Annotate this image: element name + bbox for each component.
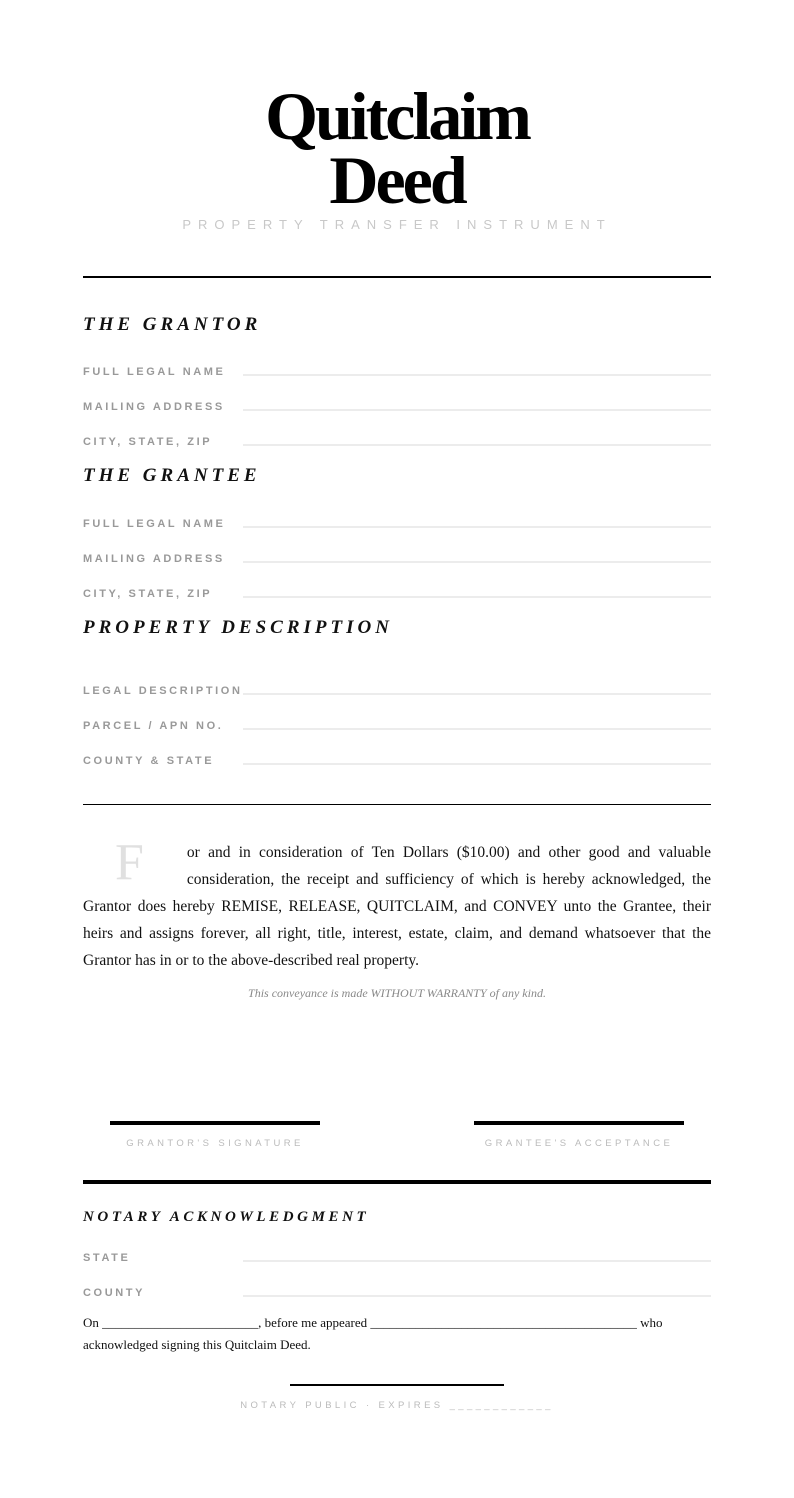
grantor-mailing-address-input[interactable] <box>243 409 711 411</box>
field-label: MAILING ADDRESS <box>83 401 225 413</box>
notary-state-field <box>83 1252 711 1272</box>
field-label: CITY, STATE, ZIP <box>83 436 213 448</box>
grantor-full-legal-name-input[interactable] <box>243 374 711 376</box>
legal-description-input[interactable] <box>243 693 711 695</box>
field-label: LEGAL DESCRIPTION <box>83 685 243 697</box>
section-title-grantor: THE GRANTOR <box>83 314 262 335</box>
county-state-field <box>83 755 711 775</box>
field-label: MAILING ADDRESS <box>83 553 225 565</box>
conveyance-paragraph <box>83 834 711 974</box>
grantor-signature-line[interactable] <box>110 1121 320 1125</box>
field-label: CITY, STATE, ZIP <box>83 588 213 600</box>
grantee-full-legal-name-input[interactable] <box>243 526 711 528</box>
document-title-line2: Deed <box>329 142 465 218</box>
notary-signature-label: NOTARY PUBLIC · EXPIRES ____________ <box>240 1400 554 1411</box>
section-title-notary: NOTARY ACKNOWLEDGMENT <box>83 1209 370 1225</box>
document-title-line1: Quitclaim <box>265 78 529 154</box>
field-label: FULL LEGAL NAME <box>83 366 226 378</box>
section-title-grantee: THE GRANTEE <box>83 465 261 486</box>
notary-county-input[interactable] <box>243 1295 711 1297</box>
grantor-city-state-zip-input[interactable] <box>243 444 711 446</box>
grantee-city-state-zip-input[interactable] <box>243 596 711 598</box>
grantee-full-legal-name-field <box>83 518 711 538</box>
grantor-mailing-address-field <box>83 401 711 421</box>
notary-statement: On ________________________, before me appeared _________________________________________ who acknowledged signing this Quitclaim Deed. <box>83 1315 663 1352</box>
grantee-signature-label: GRANTEE'S ACCEPTANCE <box>484 1138 674 1149</box>
notary-county-field <box>83 1287 711 1307</box>
document-subtitle: PROPERTY TRANSFER INSTRUMENT <box>182 217 612 232</box>
grantor-city-state-zip-field <box>83 436 711 456</box>
field-label: COUNTY & STATE <box>83 755 215 767</box>
header-divider <box>83 276 711 278</box>
field-label: STATE <box>83 1252 131 1264</box>
section-title-property-description: PROPERTY DESCRIPTION <box>83 617 393 638</box>
notary-state-input[interactable] <box>243 1260 711 1262</box>
grantee-city-state-zip-field <box>83 588 711 608</box>
grantee-mailing-address-input[interactable] <box>243 561 711 563</box>
grantee-signature-line[interactable] <box>474 1121 684 1125</box>
warranty-note: This conveyance is made WITHOUT WARRANTY of any kind. <box>248 986 546 1000</box>
parcel-apn-field <box>83 720 711 740</box>
grantor-full-legal-name-field <box>83 366 711 386</box>
field-label: FULL LEGAL NAME <box>83 518 226 530</box>
drop-cap: F <box>115 834 144 891</box>
notary-divider <box>83 1180 711 1184</box>
conveyance-text: or and in consideration of Ten Dollars ($10.00) and other good and valuable consideration, the receipt and sufficiency of which is hereby acknowledged, the Grantor does hereby REMISE, RELEASE, QUITCLAIM, and CONVEY unto the Grantee, their heirs and assigns forever, all right, title, interest, estate, claim, and demand whatsoever that the Grantor has in or to the above-described real property. <box>83 844 711 969</box>
legal-description-field <box>83 685 711 705</box>
section-divider <box>83 804 711 805</box>
grantee-mailing-address-field <box>83 553 711 573</box>
county-state-input[interactable] <box>243 763 711 765</box>
field-label: PARCEL / APN NO. <box>83 720 224 732</box>
field-label: COUNTY <box>83 1287 146 1299</box>
parcel-apn-input[interactable] <box>243 728 711 730</box>
notary-signature-line[interactable] <box>290 1384 504 1386</box>
grantor-signature-label: GRANTOR'S SIGNATURE <box>126 1138 304 1149</box>
